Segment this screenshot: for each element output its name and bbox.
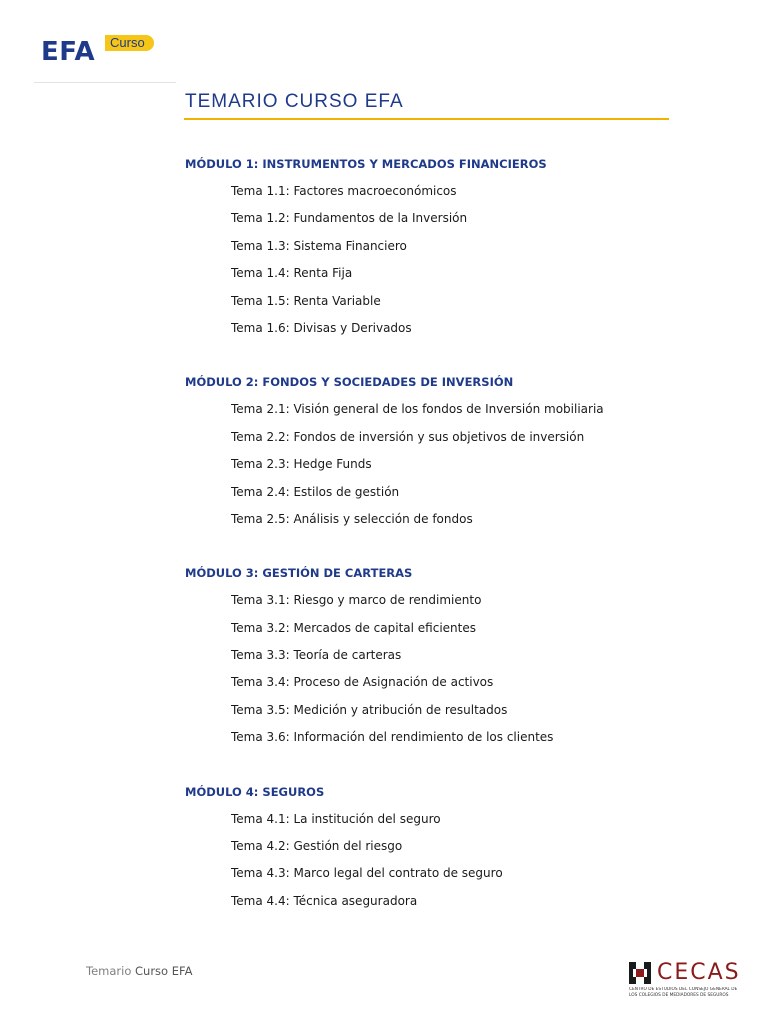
topic-item: Tema 4.4: Técnica aseguradora (231, 893, 418, 908)
topic-item: Tema 4.3: Marco legal del contrato de seguro (231, 866, 503, 881)
footer-label-plain: Temario (86, 964, 132, 978)
module-title: MÓDULO 4: SEGUROS (185, 784, 325, 799)
topic-item: Tema 1.4: Renta Fija (231, 266, 353, 281)
topic-item: Tema 3.2: Mercados de capital eficientes (231, 620, 476, 635)
title-underline (184, 118, 669, 120)
cecas-logo (629, 960, 741, 1002)
topic-item: Tema 3.5: Medición y atribución de resultados (231, 702, 508, 717)
topic-item: Tema 2.4: Estilos de gestión (231, 484, 400, 499)
topic-item: Tema 2.5: Análisis y selección de fondos (231, 511, 473, 526)
logo-efa-text: EFA (41, 37, 96, 67)
cecas-subtitle-line-2: LOS COLEGIOS DE MEDIADORES DE SEGUROS (629, 992, 729, 998)
topic-item: Tema 1.5: Renta Variable (231, 293, 381, 308)
header-divider (34, 82, 176, 83)
logo-curso-tag: Curso (105, 35, 154, 51)
module-section (0, 150, 768, 342)
topic-item: Tema 4.2: Gestión del riesgo (231, 839, 403, 854)
topic-item: Tema 3.4: Proceso de Asignación de activos (231, 675, 494, 690)
topic-item: Tema 1.6: Divisas y Derivados (231, 320, 412, 335)
topic-item: Tema 3.1: Riesgo y marco de rendimiento (231, 593, 482, 608)
topic-item: Tema 3.6: Información del rendimiento de los clientes (231, 730, 554, 745)
cecas-mark-icon (629, 962, 651, 984)
topic-item: Tema 1.1: Factores macroeconómicos (231, 184, 457, 198)
module-title: MÓDULO 3: GESTIÓN DE CARTERAS (185, 566, 413, 581)
module-section (0, 559, 768, 751)
topic-item: Tema 1.2: Fundamentos de la Inversión (231, 211, 468, 226)
cecas-subtitle (629, 987, 737, 998)
cecas-subtitle-line-1: CENTRO DE ESTUDIOS DEL CONSEJO GENERAL DE (629, 987, 737, 992)
module-section (0, 368, 768, 533)
topic-item: Tema 3.3: Teoría de carteras (231, 648, 402, 663)
footer-label-strong: Curso EFA (135, 964, 193, 978)
efa-curso-logo (41, 33, 171, 73)
module-section (0, 778, 768, 916)
topic-item: Tema 4.1: La institución del seguro (231, 811, 441, 826)
topic-item: Tema 2.3: Hedge Funds (231, 457, 372, 472)
module-title: MÓDULO 1: INSTRUMENTOS Y MERCADOS FINANCIEROS (185, 157, 547, 171)
syllabus-content (0, 150, 768, 941)
document-title: TEMARIO CURSO EFA (185, 91, 404, 112)
cecas-logo-text: CECAS (657, 960, 741, 985)
topic-item: Tema 2.2: Fondos de inversión y sus objetivos de inversión (231, 429, 585, 444)
topic-item: Tema 1.3: Sistema Financiero (231, 238, 407, 253)
module-title: MÓDULO 2: FONDOS Y SOCIEDADES DE INVERSIÓN (185, 375, 514, 390)
footer-label (86, 964, 192, 978)
topic-item: Tema 2.1: Visión general de los fondos de Inversión mobiliaria (231, 402, 604, 417)
